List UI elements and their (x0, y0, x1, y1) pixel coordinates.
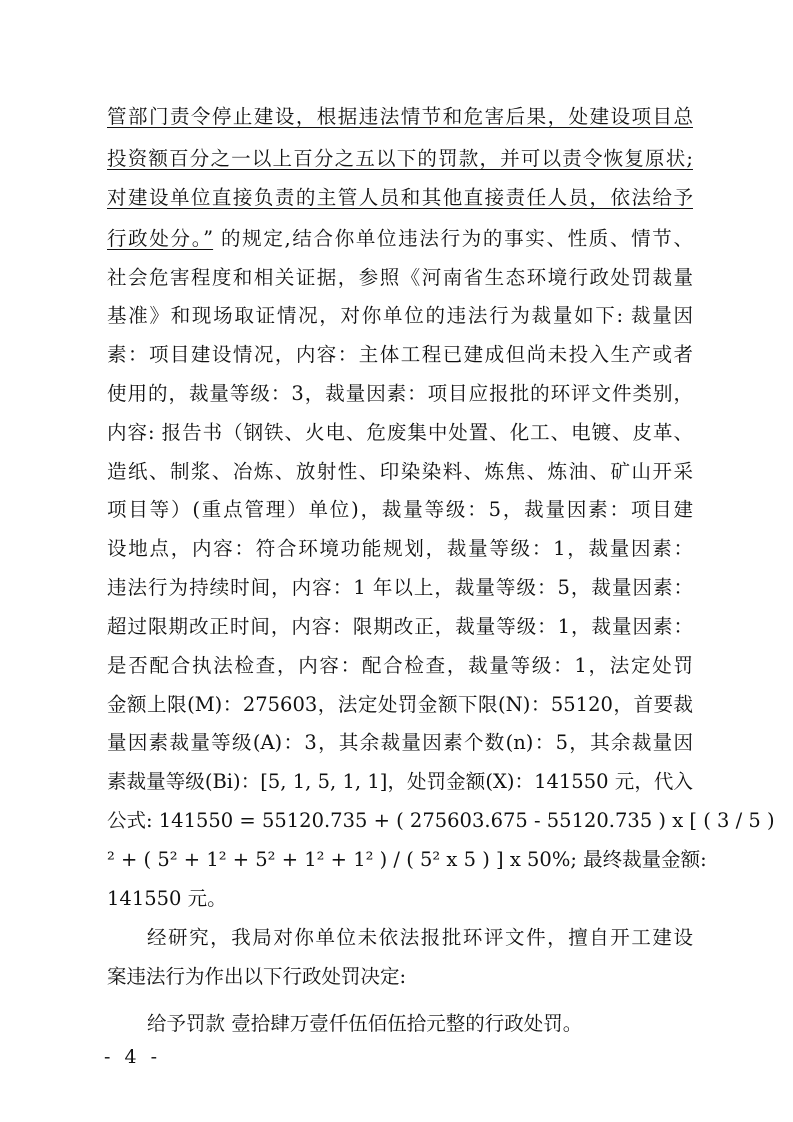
body-text: 给予罚款 壹拾肆万壹仟伍佰伍拾元整的行政处罚。 (147, 1012, 583, 1035)
text-line-5 (107, 263, 693, 293)
underlined-text: 行政处分。” (107, 227, 214, 250)
body-text: 基准》和现场取证情况，对你单位的违法行为裁量如下: 裁量因 (107, 304, 693, 327)
text-line-23 (107, 962, 693, 992)
underlined-text: 对建设单位直接负责的主管人员和其他直接责任人员，依法给予 (107, 186, 693, 209)
text-line-2 (107, 144, 693, 174)
body-text: 违法行为持续时间，内容：1 年以上，裁量等级：5，裁量因素： (107, 576, 693, 599)
text-line-20 (107, 845, 707, 875)
text-line-16 (107, 690, 693, 720)
text-line-10 (107, 457, 693, 487)
page-number: - 4 - (104, 1046, 162, 1068)
text-line-22 (147, 923, 693, 953)
text-line-24 (147, 1009, 693, 1039)
body-text: ² + ( 5² + 1² + 5² + 1² + 1² ) / ( 5² x 5 ) ] x 50%; 最终裁量金额: (107, 848, 707, 871)
text-line-19 (107, 806, 775, 836)
text-line-6 (107, 301, 693, 331)
body-text: 素裁量等级(Bi)：[5, 1, 5, 1, 1]，处罚金额(X)：141550 元，代入 (107, 770, 693, 793)
body-text: 经研究，我局对你单位未依法报批环评文件，擅自开工建设 (147, 926, 693, 949)
body-text: 金额上限(M)：275603，法定处罚金额下限(N)：55120，首要裁 (107, 693, 693, 716)
body-text: 是否配合执法检查，内容：配合检查，裁量等级：1，法定处罚 (107, 654, 693, 677)
body-text: 内容: 报告书（钢铁、火电、危废集中处置、化工、电镀、皮革、 (107, 421, 693, 444)
text-line-9 (107, 418, 693, 448)
text-line-17 (107, 728, 693, 758)
text-line-13 (107, 573, 693, 603)
body-text: 公式: 141550 = 55120.735 + ( 275603.675 - 55120.735 ) x [ ( 3 / 5 ) (107, 809, 775, 832)
body-text: 案违法行为作出以下行政处罚决定: (107, 965, 407, 988)
text-line-1 (107, 102, 693, 132)
text-line-15 (107, 651, 693, 681)
body-text: 造纸、制浆、冶炼、放射性、印染染料、炼焦、炼油、矿山开采 (107, 460, 693, 483)
body-text: 使用的，裁量等级：3，裁量因素：项目应报批的环评文件类别， (107, 382, 693, 405)
body-text: 素：项目建设情况，内容：主体工程已建成但尚未投入生产或者 (107, 343, 693, 366)
text-line-7 (107, 340, 693, 370)
text-line-12 (107, 534, 693, 564)
text-line-21 (107, 884, 693, 914)
text-line-18 (107, 767, 693, 797)
text-line-8 (107, 379, 693, 409)
text-line-3 (107, 183, 693, 213)
body-text: 设地点，内容：符合环境功能规划，裁量等级：1，裁量因素： (107, 537, 693, 560)
text-line-4 (107, 224, 693, 254)
underlined-text: 投资额百分之一以上百分之五以下的罚款，并可以责令恢复原状; (107, 147, 693, 170)
underlined-text: 管部门责令停止建设，根据违法情节和危害后果，处建设项目总 (107, 105, 693, 128)
text-line-14 (107, 612, 693, 642)
body-text: 社会危害程度和相关证据，参照《河南省生态环境行政处罚裁量 (107, 266, 693, 289)
body-text: 量因素裁量等级(A)：3，其余裁量因素个数(n)：5，其余裁量因 (107, 731, 693, 754)
text-line-11 (107, 495, 693, 525)
body-text: 的规定,结合你单位违法行为的事实、性质、情节、 (220, 227, 693, 250)
body-text: 141550 元。 (107, 887, 227, 910)
body-text: 超过限期改正时间，内容：限期改正，裁量等级：1，裁量因素： (107, 615, 693, 638)
body-text: 项目等）(重点管理）单位)，裁量等级：5，裁量因素：项目建 (107, 498, 693, 521)
